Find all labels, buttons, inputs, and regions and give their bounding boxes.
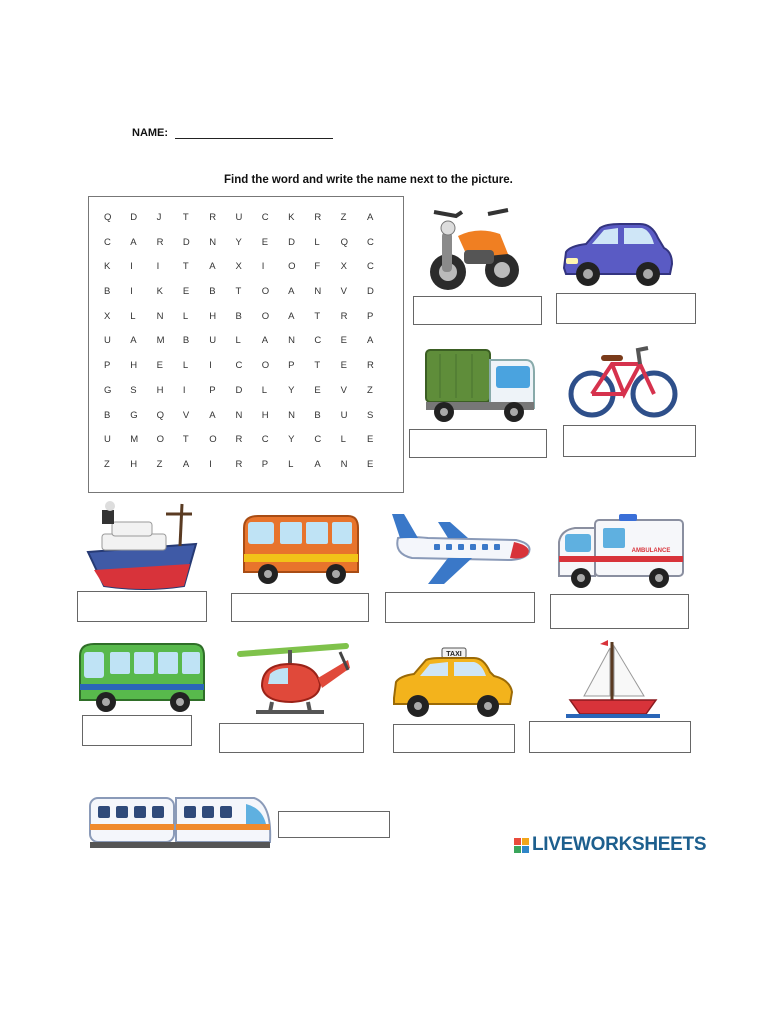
truck-icon <box>422 346 540 426</box>
bicycle-answer-box[interactable] <box>563 425 696 457</box>
wordsearch-letter[interactable]: A <box>288 286 295 298</box>
helicopter-icon <box>236 638 354 722</box>
wordsearch-letter[interactable]: U <box>209 335 217 347</box>
wordsearch-letter[interactable]: L <box>261 384 268 396</box>
wordsearch-letter[interactable]: A <box>314 458 321 470</box>
wordsearch-letter[interactable]: X <box>104 310 111 322</box>
wordsearch-letter[interactable]: O <box>209 434 217 446</box>
wordsearch-letter[interactable]: V <box>340 286 348 298</box>
wordsearch-letter[interactable]: A <box>209 409 216 421</box>
wordsearch-letter[interactable]: P <box>209 384 216 396</box>
wordsearch-letter[interactable]: P <box>104 360 111 372</box>
wordsearch-row <box>104 212 393 237</box>
taxi-sign-lettering: TAXI <box>446 651 462 658</box>
wordsearch-letter[interactable]: Z <box>340 212 347 223</box>
wordsearch-letter[interactable]: A <box>130 335 137 347</box>
wordsearch-letter[interactable]: E <box>366 434 374 446</box>
wordsearch-letter[interactable]: H <box>261 409 269 421</box>
wordsearch-letter[interactable]: J <box>156 212 162 223</box>
bus-icon <box>76 640 208 716</box>
wordsearch-letter[interactable]: A <box>288 310 295 322</box>
wordsearch-letter[interactable]: T <box>314 360 321 372</box>
wordsearch-letter[interactable]: R <box>235 458 243 470</box>
wordsearch-letter[interactable]: A <box>366 335 374 347</box>
sailboat-icon <box>566 638 660 720</box>
wordsearch-letter[interactable]: I <box>209 360 212 372</box>
name-label: NAME: <box>132 127 169 139</box>
wordsearch-letter[interactable]: T <box>314 310 321 322</box>
wordsearch-letter[interactable]: D <box>182 236 190 248</box>
motorcycle-answer-box[interactable] <box>413 296 542 325</box>
wordsearch-letter[interactable]: P <box>366 310 374 322</box>
wordsearch-row <box>104 311 393 336</box>
wordsearch-letter[interactable]: D <box>288 236 295 248</box>
wordsearch-letter[interactable]: R <box>366 360 374 372</box>
van-icon <box>240 510 362 588</box>
wordsearch-letter[interactable]: K <box>156 286 163 298</box>
wordsearch-letter[interactable]: S <box>130 384 137 396</box>
wordsearch-letter[interactable]: O <box>288 261 296 273</box>
wordsearch-letter[interactable]: K <box>104 261 111 273</box>
wordsearch-letter[interactable]: T <box>182 261 189 273</box>
wordsearch-letter[interactable]: E <box>340 360 348 372</box>
wordsearch-letter[interactable]: Y <box>288 434 295 446</box>
instruction-text: Find the word and write the name next to the picture. <box>224 174 513 186</box>
wordsearch-letter[interactable]: Q <box>156 409 164 421</box>
wordsearch-letter[interactable]: B <box>182 335 190 347</box>
wordsearch-letter[interactable]: H <box>156 384 164 396</box>
wordsearch-letter[interactable]: K <box>288 212 295 223</box>
wordsearch-row <box>104 286 393 311</box>
ship-icon <box>84 500 202 592</box>
wordsearch-letter[interactable]: I <box>130 286 133 298</box>
wordsearch-letter[interactable]: P <box>288 360 295 372</box>
sailboat-answer-box[interactable] <box>529 721 691 753</box>
wordsearch-letter[interactable]: S <box>366 409 374 421</box>
train-answer-box[interactable] <box>278 811 390 838</box>
wordsearch-letter[interactable]: D <box>130 212 138 223</box>
wordsearch-letter[interactable]: N <box>235 409 243 421</box>
wordsearch-letter[interactable]: I <box>182 384 186 396</box>
wordsearch-letter[interactable]: R <box>314 212 322 223</box>
wordsearch-letter[interactable]: C <box>314 434 322 446</box>
wordsearch-letter[interactable]: X <box>235 261 242 273</box>
wordsearch-letter[interactable]: U <box>340 409 348 421</box>
wordsearch-row <box>104 434 393 459</box>
wordsearch-letter[interactable]: R <box>340 310 348 322</box>
helicopter-answer-box[interactable] <box>219 723 364 753</box>
ship-answer-box[interactable] <box>77 591 207 622</box>
wordsearch-letter[interactable]: I <box>209 458 212 470</box>
wordsearch-letter[interactable]: Q <box>104 212 112 223</box>
wordsearch-letter[interactable]: M <box>130 434 139 446</box>
liveworksheets-logo-text: LIVEWORKSHEETS <box>532 834 707 855</box>
motorcycle-icon <box>428 204 522 296</box>
wordsearch-row <box>104 237 393 262</box>
wordsearch-letter[interactable]: Z <box>156 458 163 470</box>
wordsearch-letter[interactable]: C <box>261 212 269 223</box>
wordsearch-letter[interactable]: M <box>156 335 165 347</box>
wordsearch-letter[interactable]: I <box>130 261 133 273</box>
wordsearch-letter[interactable]: H <box>130 360 138 372</box>
wordsearch-letter[interactable]: U <box>104 335 111 347</box>
wordsearch-letter[interactable]: B <box>209 286 216 298</box>
wordsearch-letter[interactable]: B <box>314 409 321 421</box>
wordsearch-letter[interactable]: L <box>288 458 294 470</box>
wordsearch-letter[interactable]: O <box>261 310 270 322</box>
wordsearch-row <box>104 385 393 410</box>
bus-answer-box[interactable] <box>82 715 192 746</box>
wordsearch-letter[interactable]: O <box>261 286 270 298</box>
wordsearch-letter[interactable]: A <box>366 212 374 223</box>
wordsearch-letter[interactable]: F <box>314 261 321 273</box>
name-underline[interactable] <box>175 138 333 139</box>
wordsearch-letter[interactable]: X <box>340 261 348 273</box>
wordsearch-letter[interactable]: N <box>314 286 322 298</box>
wordsearch-letter[interactable]: E <box>366 458 374 470</box>
wordsearch-letter[interactable]: H <box>209 310 217 322</box>
wordsearch-letter[interactable]: P <box>261 458 269 470</box>
wordsearch-letter[interactable]: O <box>261 360 270 372</box>
wordsearch-letter[interactable]: E <box>156 360 163 372</box>
wordsearch-letter[interactable]: L <box>235 335 241 347</box>
wordsearch-letter[interactable]: E <box>182 286 190 298</box>
wordsearch-row <box>104 410 393 435</box>
wordsearch-letter[interactable]: D <box>235 384 243 396</box>
wordsearch-letter[interactable]: B <box>104 409 111 421</box>
liveworksheets-logo <box>514 834 706 856</box>
taxi-answer-box[interactable] <box>393 724 515 753</box>
wordsearch-letter[interactable]: C <box>235 360 243 372</box>
wordsearch-letter[interactable]: B <box>235 310 242 322</box>
wordsearch-letter[interactable]: Z <box>366 384 373 396</box>
wordsearch-letter[interactable]: U <box>235 212 243 223</box>
wordsearch-letter[interactable]: Q <box>340 236 349 248</box>
wordsearch-letter[interactable]: T <box>235 286 242 298</box>
wordsearch-letter[interactable]: E <box>261 236 269 248</box>
wordsearch-letter[interactable]: L <box>314 236 320 248</box>
wordsearch-letter[interactable]: C <box>261 434 269 446</box>
truck-answer-box[interactable] <box>409 429 547 458</box>
wordsearch-letter[interactable]: I <box>261 261 265 273</box>
wordsearch-letter[interactable]: O <box>156 434 164 446</box>
wordsearch-letter[interactable]: B <box>104 286 111 298</box>
wordsearch-letter[interactable]: D <box>366 286 374 298</box>
wordsearch-letter[interactable]: C <box>104 236 111 248</box>
wordsearch-letter[interactable]: N <box>209 236 217 248</box>
wordsearch-letter[interactable]: E <box>340 335 348 347</box>
wordsearch-row <box>104 335 393 360</box>
airplane-icon <box>388 508 534 588</box>
bicycle-icon <box>568 342 678 420</box>
wordsearch-letter[interactable]: C <box>366 261 374 273</box>
wordsearch-letter[interactable]: N <box>288 335 295 347</box>
wordsearch-letter[interactable]: Y <box>288 384 295 396</box>
ambulance-lettering: AMBULANCE <box>631 548 671 554</box>
wordsearch-letter[interactable]: N <box>340 458 348 470</box>
wordsearch-letter[interactable]: C <box>314 335 322 347</box>
wordsearch-letter[interactable]: L <box>340 434 346 446</box>
wordsearch-letter[interactable]: G <box>130 409 138 421</box>
taxi-icon <box>390 646 516 720</box>
ambulance-answer-box[interactable] <box>550 594 689 629</box>
wordsearch-letter[interactable]: V <box>340 384 348 396</box>
wordsearch-letter[interactable]: L <box>182 360 189 372</box>
wordsearch-letter[interactable]: E <box>314 384 321 396</box>
wordsearch-row <box>104 261 393 286</box>
wordsearch-letter[interactable]: T <box>182 434 189 446</box>
wordsearch-letter[interactable]: C <box>366 236 374 248</box>
wordsearch-letter[interactable]: V <box>182 409 190 421</box>
wordsearch-letter[interactable]: A <box>261 335 269 347</box>
wordsearch-letter[interactable]: H <box>130 458 138 470</box>
van-answer-box[interactable] <box>231 593 369 622</box>
wordsearch-letter[interactable]: I <box>156 261 160 273</box>
wordsearch-letter[interactable]: Y <box>235 236 242 248</box>
wordsearch-letter[interactable]: R <box>235 434 243 446</box>
car-answer-box[interactable] <box>556 293 696 324</box>
liveworksheets-logo-mark <box>514 838 529 853</box>
wordsearch-letter[interactable]: R <box>156 236 164 248</box>
wordsearch-letter[interactable]: R <box>209 212 217 223</box>
wordsearch-row <box>104 360 393 385</box>
wordsearch-letter[interactable]: A <box>182 458 190 470</box>
train-icon <box>86 794 274 852</box>
wordsearch-letter[interactable]: N <box>156 310 164 322</box>
wordsearch-letter[interactable]: A <box>130 236 137 248</box>
wordsearch-letter[interactable]: T <box>182 212 189 223</box>
wordsearch-grid <box>104 212 393 484</box>
wordsearch-letter[interactable]: A <box>209 261 216 273</box>
airplane-answer-box[interactable] <box>385 592 535 623</box>
wordsearch-letter[interactable]: L <box>130 310 136 322</box>
ambulance-icon <box>555 512 687 592</box>
wordsearch-letter[interactable]: L <box>182 310 189 322</box>
car-icon <box>560 218 676 290</box>
wordsearch-letter[interactable]: N <box>288 409 295 421</box>
wordsearch-letter[interactable]: U <box>104 434 111 446</box>
wordsearch-letter[interactable]: G <box>104 384 112 396</box>
wordsearch-row <box>104 459 393 484</box>
wordsearch-letter[interactable]: Z <box>104 458 110 470</box>
